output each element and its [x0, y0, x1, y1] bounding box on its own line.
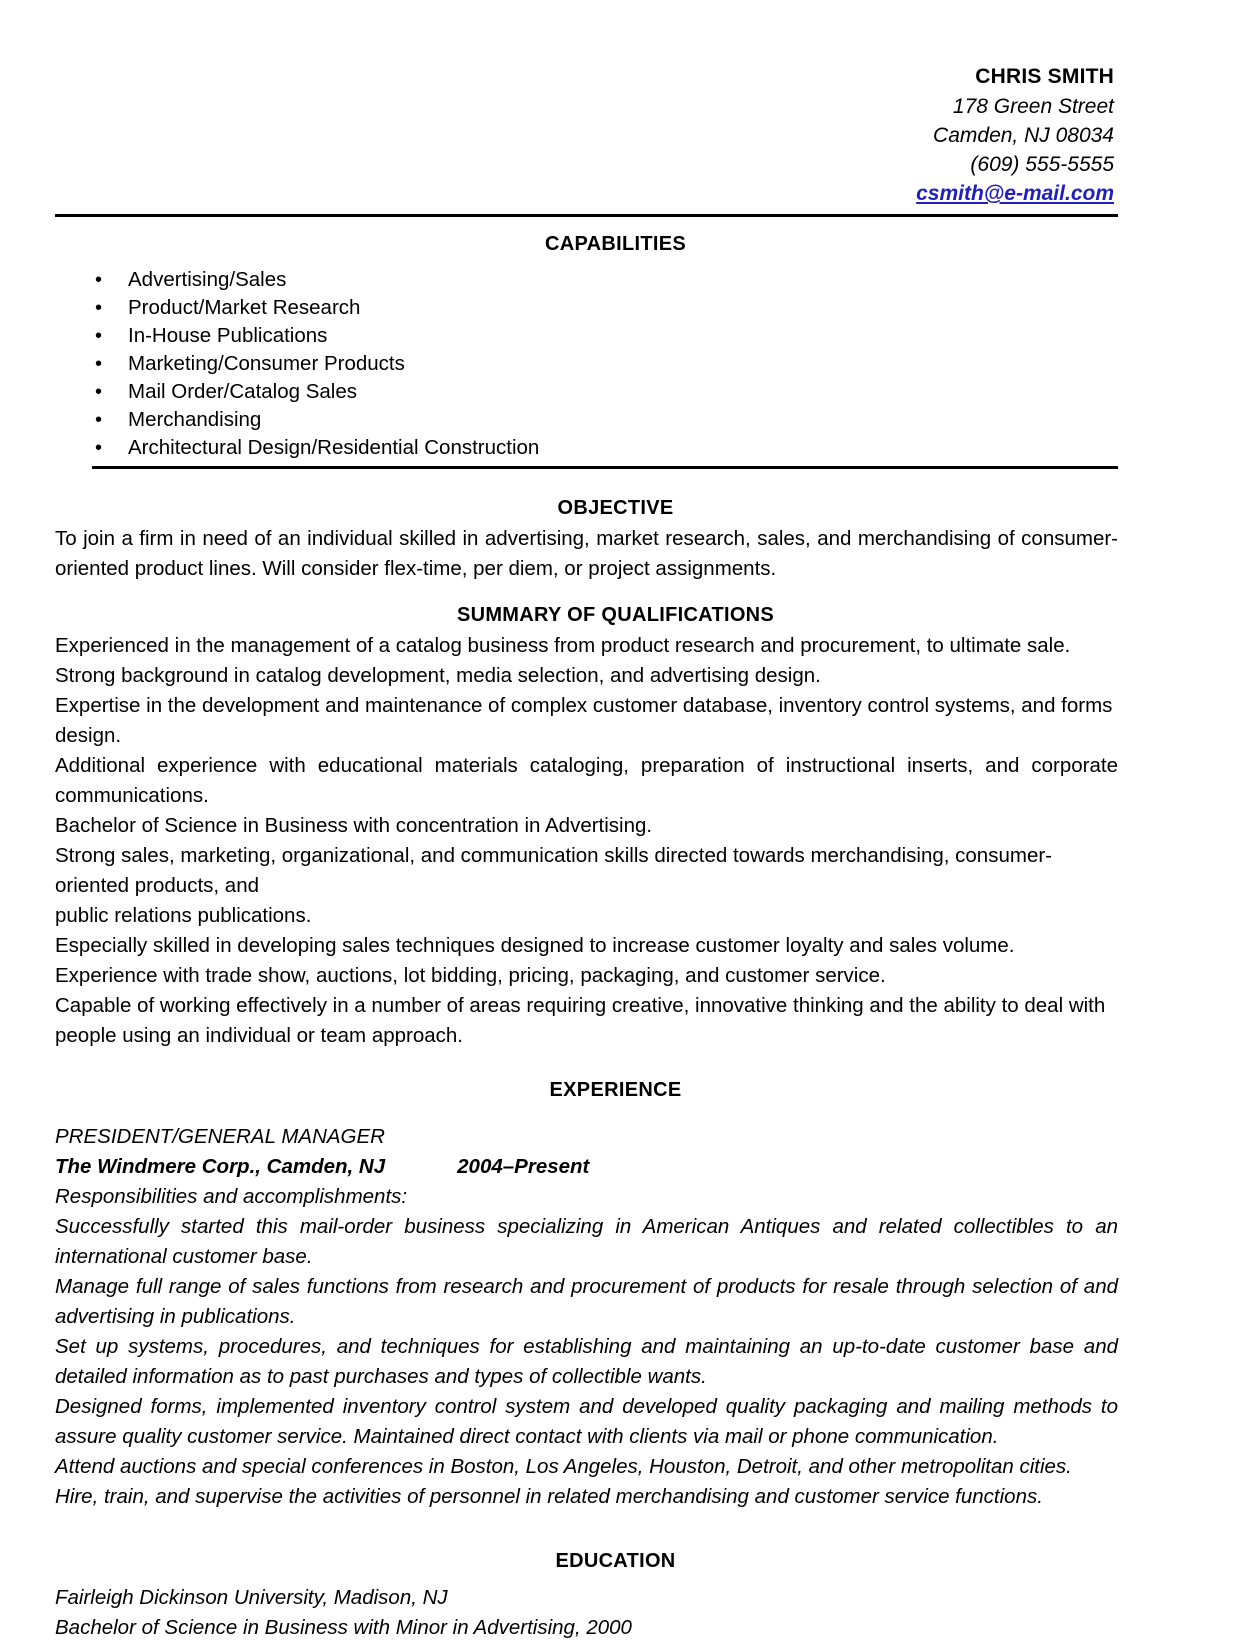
candidate-name: CHRIS SMITH	[975, 65, 1114, 88]
list-item	[55, 266, 1176, 294]
capability-label: Marketing/Consumer Products	[128, 352, 405, 375]
spacer	[55, 469, 1176, 497]
capabilities-heading: CAPABILITIES	[544, 233, 686, 255]
bullet-icon: •	[95, 353, 103, 375]
capability-label: Mail Order/Catalog Sales	[128, 380, 358, 403]
experience-bullet: Manage full range of sales functions from research and procurement of products for resale through selection of and advertising in publications.	[55, 1275, 1118, 1328]
capability-label: Advertising/Sales	[128, 268, 287, 291]
summary-line: public relations publications.	[55, 904, 312, 927]
capabilities-section	[55, 233, 1176, 462]
summary-line: Expertise in the development and maintenance of complex customer database, inventory control systems, and forms design.	[55, 694, 1113, 747]
bullet-icon: •	[95, 409, 103, 431]
spacer	[55, 584, 1176, 604]
education-school: Fairleigh Dickinson University, Madison, NJ	[55, 1586, 448, 1609]
education-heading: EDUCATION	[555, 1550, 676, 1572]
spacer	[55, 1102, 1176, 1122]
resume-header	[55, 0, 1176, 209]
employment-dates: 2004–Present	[457, 1155, 590, 1178]
bullet-icon: •	[95, 437, 103, 459]
header-divider	[55, 214, 1118, 217]
list-item	[55, 434, 1176, 462]
objective-section	[55, 497, 1176, 584]
summary-section	[55, 604, 1176, 1051]
summary-line: Bachelor of Science in Business with concentration in Advertising.	[55, 814, 653, 837]
company-and-dates	[55, 1152, 1118, 1182]
experience-bullet: Set up systems, procedures, and techniques for establishing and maintaining an up-to-date customer base and detailed information as to past purchases and types of collectible wants.	[55, 1335, 1118, 1388]
experience-bullet: Attend auctions and special conferences in Boston, Los Angeles, Houston, Detroit, and other metropolitan cities.	[55, 1455, 1072, 1478]
email-link[interactable]: csmith@e-mail.com	[916, 182, 1114, 205]
bullet-icon: •	[95, 269, 103, 291]
experience-bullet: Hire, train, and supervise the activities of personnel in related merchandising and customer service functions.	[55, 1485, 1043, 1508]
summary-line: Strong background in catalog development, media selection, and advertising design.	[55, 664, 821, 687]
list-item	[55, 406, 1176, 434]
capability-label: Architectural Design/Residential Construction	[128, 436, 540, 459]
capabilities-list	[55, 266, 1176, 462]
address-city-state-zip: Camden, NJ 08034	[933, 124, 1114, 147]
list-item	[55, 350, 1176, 378]
bullet-icon: •	[95, 297, 103, 319]
summary-heading: SUMMARY OF QUALIFICATIONS	[456, 604, 775, 626]
experience-section	[55, 1079, 1176, 1512]
spacer	[55, 1051, 1176, 1079]
list-item	[55, 322, 1176, 350]
education-degree: Bachelor of Science in Business with Minor in Advertising, 2000	[55, 1616, 632, 1639]
experience-bullet: Designed forms, implemented inventory control system and developed quality packaging and mailing methods to assure quality customer service. Maintained direct contact with clients via mail or phone communication.	[55, 1395, 1118, 1448]
bullet-icon: •	[95, 381, 103, 403]
summary-line: Strong sales, marketing, organizational, and communication skills directed towards merchandising, consumer-oriented products, and	[55, 844, 1052, 897]
company-name: The Windmere Corp., Camden, NJ	[55, 1155, 386, 1178]
experience-bullet: Successfully started this mail-order business specializing in American Antiques and related collectibles to an international customer base.	[55, 1215, 1118, 1268]
summary-line: Experience with trade show, auctions, lot bidding, pricing, packaging, and customer service.	[55, 964, 886, 987]
spacer	[55, 1573, 1176, 1583]
capability-label: Merchandising	[128, 408, 262, 431]
spacer	[55, 1512, 1176, 1550]
capability-label: Product/Market Research	[128, 296, 361, 319]
summary-line: Experienced in the management of a catalog business from product research and procurement, to ultimate sale.	[55, 634, 1071, 657]
experience-heading: EXPERIENCE	[549, 1079, 682, 1101]
address-street: 178 Green Street	[952, 95, 1114, 118]
objective-text: To join a firm in need of an individual skilled in advertising, market research, sales, and merchandising of consumer-oriented product lines. Will consider flex-time, per diem, or project assignments.	[55, 527, 1118, 580]
education-section	[55, 1550, 1176, 1643]
summary-line: Additional experience with educational materials cataloging, preparation of instructional inserts, and corporate communications.	[55, 754, 1118, 807]
bullet-icon: •	[95, 325, 103, 347]
phone-number: (609) 555-5555	[970, 153, 1114, 176]
email-line	[55, 179, 1114, 209]
objective-heading: OBJECTIVE	[557, 497, 674, 519]
summary-line: Especially skilled in developing sales techniques designed to increase customer loyalty and sales volume.	[55, 934, 1015, 957]
list-item	[55, 378, 1176, 406]
list-item	[55, 294, 1176, 322]
summary-line: Capable of working effectively in a number of areas requiring creative, innovative thinking and the ability to deal with people using an individual or team approach.	[55, 994, 1106, 1047]
job-title: PRESIDENT/GENERAL MANAGER	[55, 1125, 385, 1148]
capability-label: In-House Publications	[128, 324, 328, 347]
responsibilities-label: Responsibilities and accomplishments:	[55, 1185, 408, 1208]
